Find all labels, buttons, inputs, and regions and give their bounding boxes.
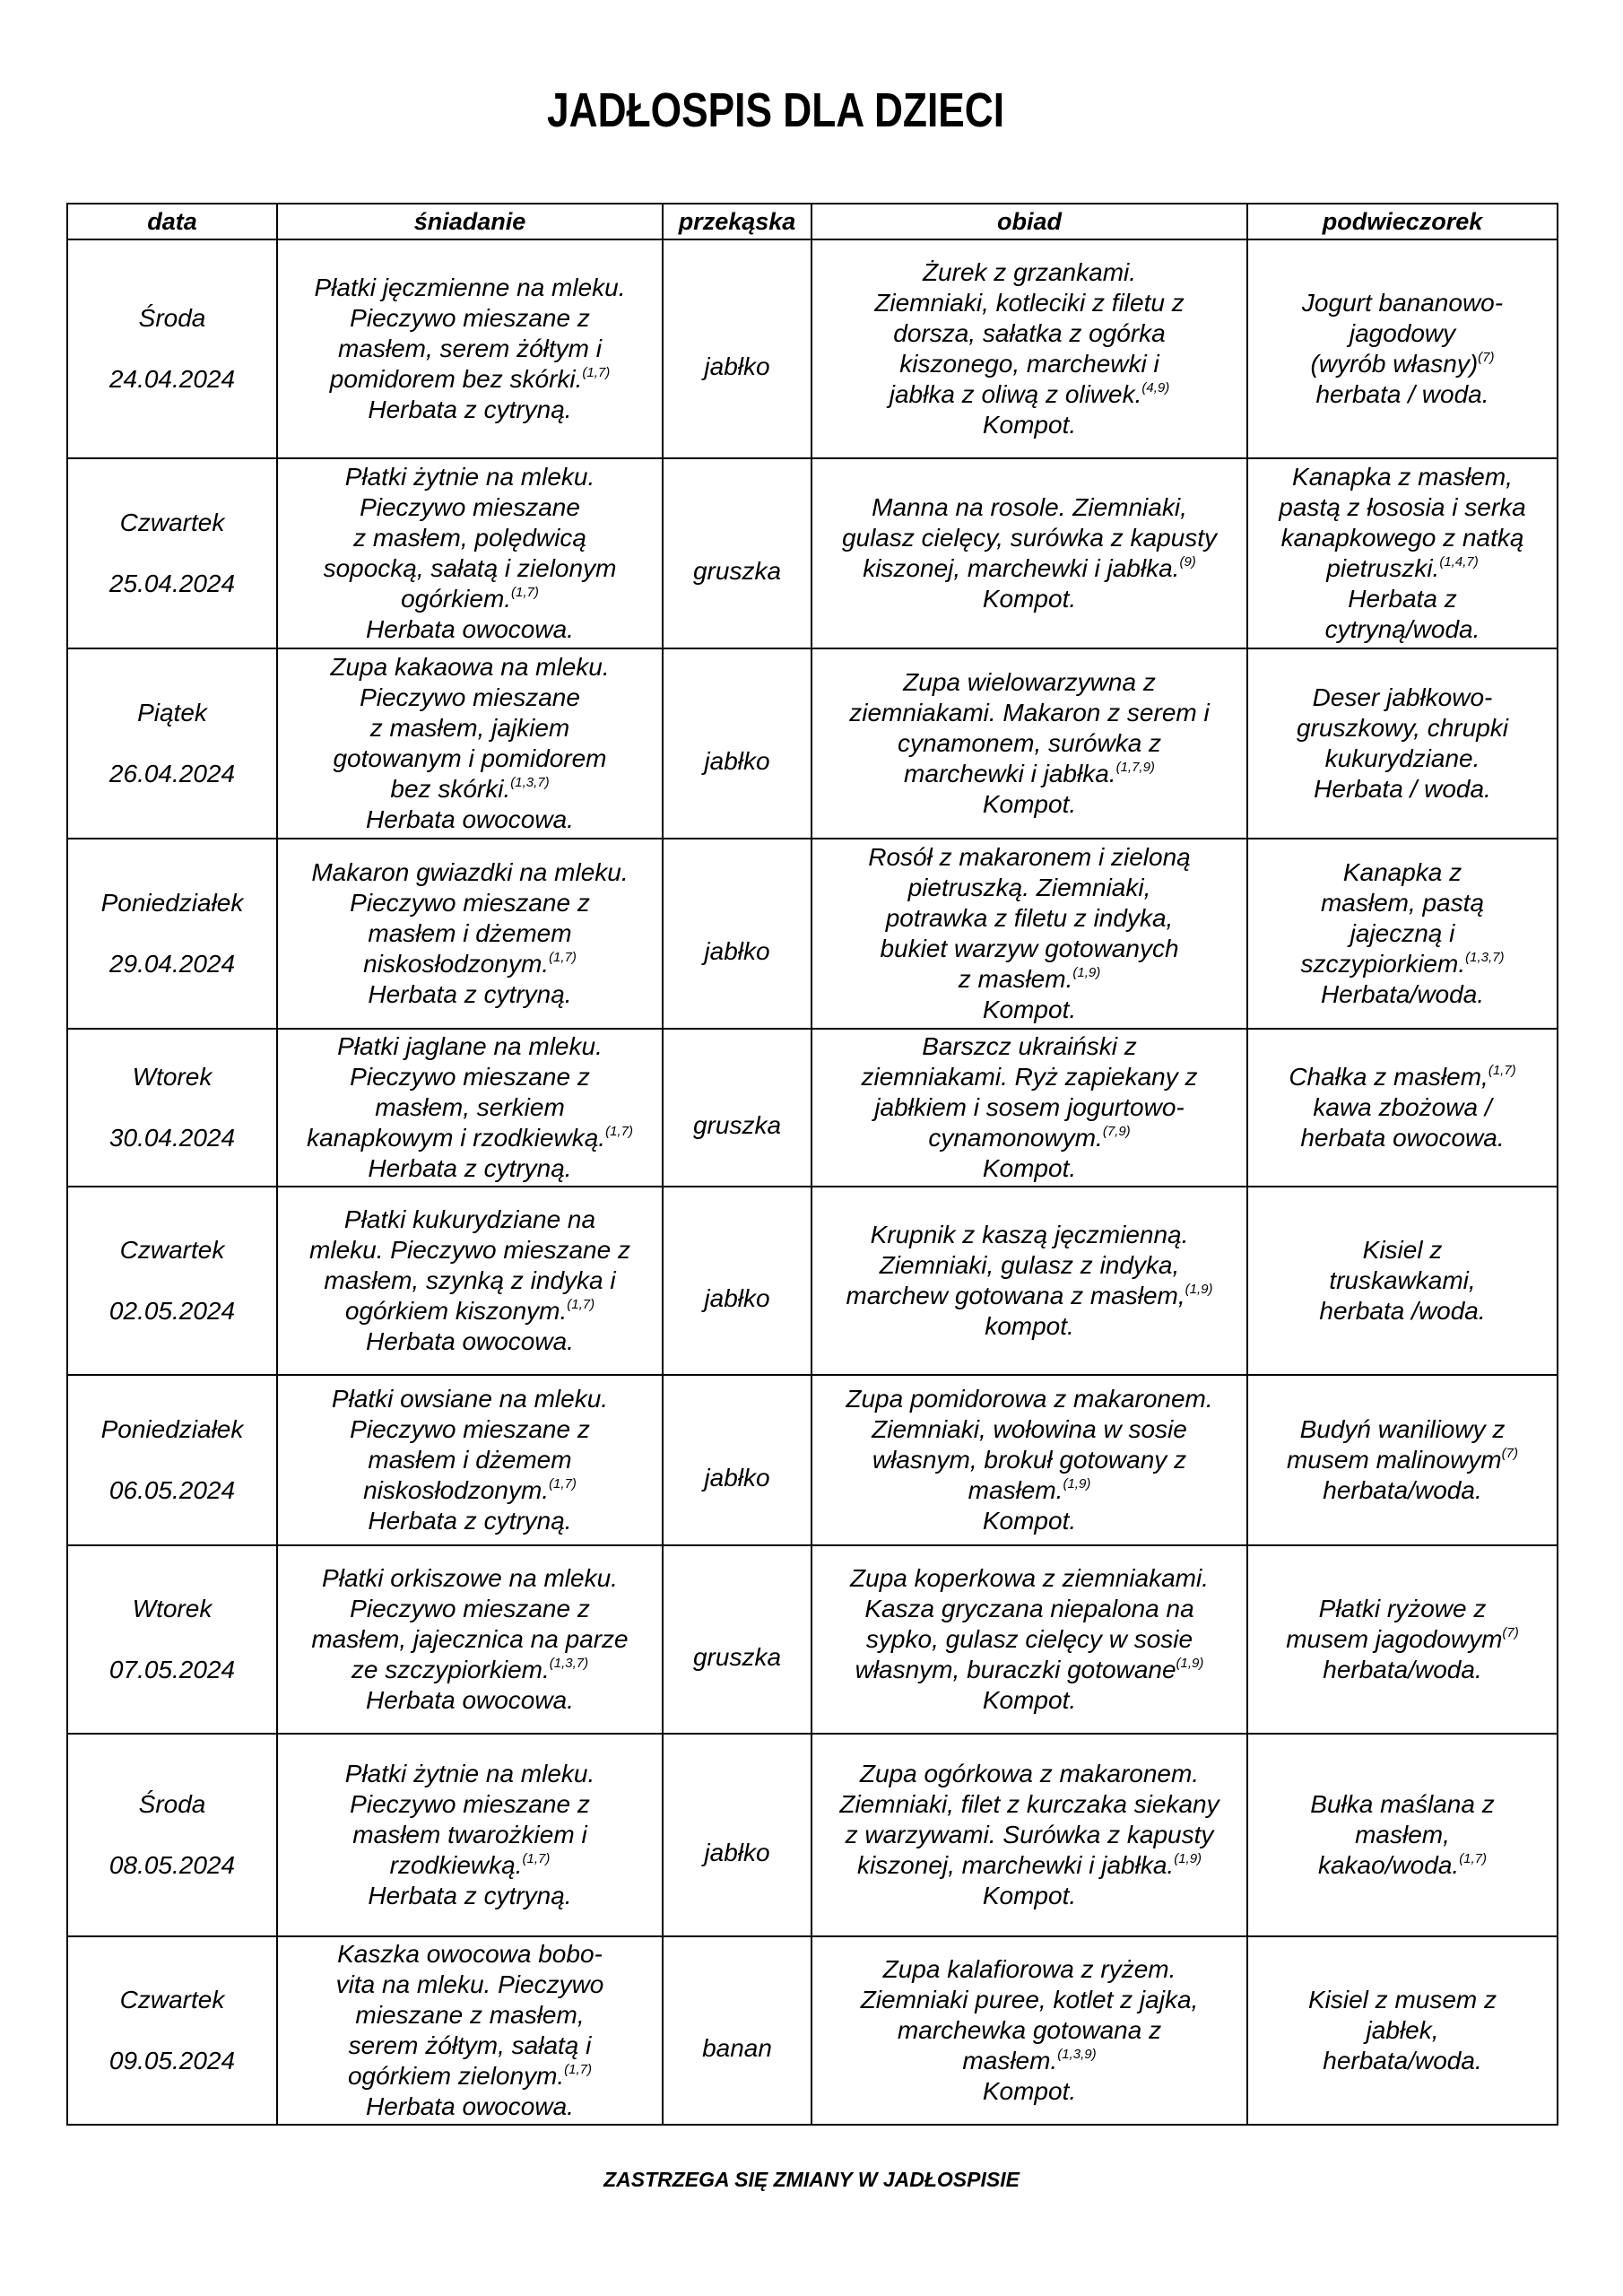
lunch-line: masłem. — [968, 1476, 1063, 1504]
lunch-line: pietruszką. Ziemniaki, — [907, 874, 1151, 901]
table-row — [67, 1545, 1558, 1734]
snack-cell: gruszka — [663, 1029, 812, 1187]
breakfast-line: Herbata z cytryną. — [368, 396, 572, 423]
breakfast-line: Herbata z cytryną. — [368, 1507, 572, 1535]
allergen-marker: (1,7) — [582, 365, 611, 380]
date-cell — [67, 1375, 277, 1545]
lunch-line: kompot. — [985, 1312, 1074, 1340]
breakfast-line: Płatki żytnie na mleku. — [344, 1760, 595, 1787]
allergen-marker: (1,9) — [1174, 1851, 1202, 1866]
lunch-line: Krupnik z kaszą jęczmienną. — [870, 1221, 1189, 1248]
tea-line: Płatki ryżowe z — [1318, 1595, 1487, 1622]
header-snack: przekąska — [663, 204, 812, 239]
snack-cell: jabłko — [663, 1375, 812, 1545]
lunch-cell — [812, 458, 1247, 648]
tea-line: kukurydziane. — [1324, 744, 1480, 772]
tea-line: Herbata/woda. — [1320, 980, 1485, 1008]
lunch-line: Ziemniaki, gulasz z indyka, — [879, 1251, 1180, 1279]
breakfast-line: ze szczypiorkiem. — [351, 1656, 550, 1683]
lunch-cell — [812, 1545, 1247, 1734]
lunch-line: masłem. — [962, 2047, 1058, 2074]
tea-line: jajeczną i — [1350, 919, 1455, 947]
tea-line: herbata/woda. — [1323, 1476, 1482, 1504]
lunch-line: Barszcz ukraiński z — [922, 1032, 1137, 1060]
breakfast-line: bez skórki. — [390, 775, 511, 803]
tea-line-wrap — [1254, 349, 1551, 379]
tea-line: kawa zbożowa / — [1313, 1093, 1492, 1121]
lunch-line: cynamonowym. — [928, 1124, 1103, 1152]
day-name: Czwartek — [119, 509, 225, 536]
date-value: 02.05.2024 — [108, 1297, 236, 1325]
snack-cell: jabłko — [663, 839, 812, 1029]
lunch-line: kiszonej, marchewki i jabłka. — [856, 1851, 1175, 1879]
lunch-line: jabłkiem i sosem jogurtowo- — [874, 1093, 1185, 1121]
allergen-marker: (1,9) — [1176, 1656, 1204, 1671]
breakfast-line: Herbata owocowa. — [366, 2092, 574, 2120]
lunch-line-wrap — [818, 1850, 1241, 1881]
breakfast-line: z masłem, jajkiem — [369, 714, 570, 742]
allergen-marker: (1,7) — [1488, 1063, 1516, 1078]
day-name: Środa — [138, 1790, 206, 1818]
breakfast-line: mleku. Pieczywo mieszane z — [309, 1236, 630, 1264]
date-cell — [67, 1734, 277, 1936]
header-row — [67, 204, 1558, 239]
breakfast-line: Pieczywo mieszane — [360, 493, 580, 521]
lunch-cell — [812, 1734, 1247, 1936]
breakfast-line-wrap — [283, 774, 656, 804]
breakfast-line: Pieczywo mieszane z — [350, 1790, 590, 1818]
breakfast-cell — [277, 239, 663, 458]
lunch-line: Ziemniaki, kotleciki z filetu z — [874, 289, 1185, 317]
breakfast-line-wrap — [283, 1296, 656, 1326]
tea-cell — [1247, 648, 1558, 839]
table-row — [67, 1936, 1558, 2125]
breakfast-line: sopocką, sałatą i zielonym — [323, 554, 617, 582]
lunch-line: własnym, buraczki gotowane — [855, 1656, 1176, 1683]
allergen-marker: (1,7) — [549, 950, 577, 965]
lunch-cell — [812, 839, 1247, 1029]
breakfast-line: mieszane z masłem, — [355, 2001, 585, 2029]
tea-line: herbata/woda. — [1323, 1656, 1482, 1683]
table-row — [67, 458, 1558, 648]
breakfast-line: ogórkiem. — [401, 585, 512, 613]
allergen-marker: (1,7) — [1459, 1851, 1488, 1866]
allergen-marker: (1,3,7) — [549, 1656, 589, 1671]
date-cell — [67, 239, 277, 458]
tea-line: herbata /woda. — [1319, 1297, 1486, 1325]
tea-line: masłem, — [1355, 1821, 1450, 1848]
allergen-marker: (9) — [1179, 554, 1196, 570]
lunch-line-wrap — [818, 1655, 1241, 1685]
date-cell — [67, 458, 277, 648]
lunch-line: Kompot. — [982, 1154, 1077, 1182]
tea-line-wrap — [1254, 1850, 1551, 1881]
allergen-marker: (7) — [1501, 1446, 1518, 1461]
allergen-marker: (1,7) — [522, 1851, 551, 1866]
breakfast-line: vita na mleku. Pieczywo — [335, 1970, 604, 1998]
snack-cell: banan — [663, 1936, 812, 2125]
day-name: Wtorek — [132, 1595, 213, 1622]
tea-line: musem malinowym — [1287, 1446, 1502, 1474]
lunch-line-wrap — [818, 964, 1241, 995]
lunch-cell — [812, 1187, 1247, 1375]
lunch-line: marchewka gotowana z — [897, 2016, 1162, 2044]
table-row — [67, 1029, 1558, 1187]
lunch-line: Kompot. — [982, 996, 1077, 1023]
allergen-marker: (1,7) — [511, 585, 539, 600]
breakfast-line: serem żółtym, sałatą i — [348, 2031, 592, 2059]
table-row — [67, 239, 1558, 458]
header-lunch: obiad — [812, 204, 1247, 239]
lunch-line: gulasz cielęcy, surówka z kapusty — [841, 524, 1218, 552]
lunch-line: z masłem. — [958, 965, 1073, 993]
breakfast-line-wrap — [283, 1850, 656, 1881]
breakfast-cell — [277, 839, 663, 1029]
lunch-line-wrap — [818, 2046, 1241, 2076]
day-name: Poniedziałek — [100, 1415, 244, 1443]
date-value: 07.05.2024 — [108, 1656, 236, 1683]
breakfast-line: masłem i dżemem — [368, 919, 572, 947]
breakfast-line: Herbata owocowa. — [366, 615, 574, 643]
lunch-line: Ziemniaki puree, kotlet z jajka, — [860, 1986, 1199, 2013]
tea-line: (wyrób własny) — [1310, 350, 1479, 378]
day-name: Poniedziałek — [100, 889, 244, 917]
tea-line: musem jagodowym — [1286, 1625, 1503, 1653]
breakfast-line: Pieczywo mieszane z — [350, 1063, 590, 1091]
lunch-line: marchewki i jabłka. — [904, 760, 1116, 787]
lunch-cell — [812, 1029, 1247, 1187]
breakfast-line: Pieczywo mieszane z — [350, 1595, 590, 1622]
date-cell — [67, 1936, 277, 2125]
lunch-cell — [812, 1375, 1247, 1545]
breakfast-line: ogórkiem zielonym. — [347, 2062, 565, 2090]
lunch-line: kiszonej, marchewki i jabłka. — [863, 554, 1180, 582]
lunch-line: Kompot. — [982, 2077, 1077, 2105]
breakfast-line: Pieczywo mieszane z — [350, 1415, 590, 1443]
date-value: 30.04.2024 — [108, 1124, 236, 1152]
tea-line: masłem, pastą — [1320, 889, 1485, 917]
allergen-marker: (4,9) — [1141, 380, 1170, 396]
breakfast-line: Kaszka owocowa bobo- — [337, 1940, 603, 1968]
allergen-marker: (1,3,7) — [1465, 950, 1505, 965]
tea-line-wrap — [1254, 1445, 1551, 1475]
lunch-line: z warzywami. Surówka z kapusty — [845, 1821, 1214, 1848]
lunch-cell — [812, 1936, 1247, 2125]
tea-line: Budyń waniliowy z — [1299, 1415, 1506, 1443]
breakfast-line: niskosłodzonym. — [363, 950, 550, 978]
table-row — [67, 648, 1558, 839]
breakfast-line-wrap — [283, 1123, 656, 1153]
lunch-line: Kompot. — [982, 1507, 1077, 1535]
breakfast-line: Makaron gwiazdki na mleku. — [311, 858, 629, 886]
lunch-line: Zupa koperkowa z ziemniakami. — [850, 1564, 1209, 1592]
date-value: 09.05.2024 — [108, 2047, 236, 2074]
breakfast-line: Płatki kukurydziane na — [343, 1205, 596, 1233]
breakfast-line: masłem, jajecznica na parze — [311, 1625, 629, 1653]
breakfast-line: Płatki jaglane na mleku. — [337, 1032, 603, 1060]
breakfast-line: z masłem, polędwicą — [353, 524, 586, 552]
lunch-line: dorsza, sałatka z ogórka — [893, 319, 1166, 347]
date-value: 29.04.2024 — [108, 950, 236, 978]
breakfast-line: Pieczywo mieszane — [360, 683, 580, 711]
breakfast-line: masłem i dżemem — [368, 1446, 572, 1474]
snack-cell: jabłko — [663, 648, 812, 839]
tea-cell — [1247, 458, 1558, 648]
date-cell — [67, 839, 277, 1029]
snack-cell: gruszka — [663, 1545, 812, 1734]
tea-cell — [1247, 1545, 1558, 1734]
date-cell — [67, 648, 277, 839]
tea-line: jagodowy — [1349, 319, 1456, 347]
lunch-line: Kompot. — [982, 585, 1077, 613]
tea-line: Chałka z masłem, — [1289, 1063, 1488, 1091]
breakfast-line: Herbata owocowa. — [366, 1327, 574, 1355]
table-row — [67, 1375, 1558, 1545]
table-row — [67, 839, 1558, 1029]
header-date: data — [67, 204, 277, 239]
lunch-line: ziemniakami. Ryż zapiekany z — [861, 1063, 1198, 1091]
day-name: Środa — [138, 304, 206, 332]
lunch-line: Żurek z grzankami. — [922, 258, 1137, 286]
breakfast-line: Płatki orkiszowe na mleku. — [322, 1564, 618, 1592]
tea-line: Jogurt bananowo- — [1301, 289, 1504, 317]
breakfast-line: Herbata owocowa. — [366, 1686, 574, 1714]
allergen-marker: (1,9) — [1185, 1282, 1213, 1297]
lunch-line: ziemniakami. Makaron z serem i — [849, 699, 1210, 726]
lunch-line: Kasza gryczana niepalona na — [864, 1595, 1194, 1622]
lunch-line: kiszonego, marchewki i — [899, 350, 1159, 378]
tea-line-wrap — [1254, 949, 1551, 979]
snack-cell: gruszka — [663, 458, 812, 648]
menu-table — [66, 203, 1558, 2126]
day-name: Wtorek — [132, 1063, 213, 1091]
breakfast-line: niskosłodzonym. — [363, 1476, 550, 1504]
allergen-marker: (1,7) — [567, 1297, 595, 1312]
day-name: Czwartek — [119, 1236, 225, 1264]
footer-note: ZASTRZEGA SIĘ ZMIANY W JADŁOSPISIE — [603, 2168, 1020, 2191]
tea-line: herbata owocowa. — [1300, 1124, 1505, 1152]
breakfast-line-wrap — [283, 364, 656, 395]
day-name: Czwartek — [119, 1986, 225, 2013]
tea-line: Kisiel z musem z — [1307, 1986, 1497, 2013]
tea-line: Kisiel z — [1362, 1236, 1443, 1264]
lunch-line-wrap — [818, 759, 1241, 789]
tea-line: Herbata / woda. — [1314, 775, 1491, 803]
breakfast-line: Herbata z cytryną. — [368, 1154, 572, 1182]
allergen-marker: (1,7) — [564, 2062, 593, 2077]
lunch-cell — [812, 239, 1247, 458]
allergen-marker: (1,4,7) — [1439, 554, 1479, 570]
tea-line: Deser jabłkowo- — [1312, 683, 1493, 711]
date-value: 25.04.2024 — [108, 570, 236, 597]
date-cell — [67, 1545, 277, 1734]
date-value: 26.04.2024 — [108, 760, 236, 787]
breakfast-line-wrap — [283, 2061, 656, 2092]
tea-cell — [1247, 239, 1558, 458]
date-cell — [67, 1029, 277, 1187]
tea-line-wrap — [1254, 1624, 1551, 1655]
tea-line: gruszkowy, chrupki — [1296, 714, 1508, 742]
tea-line: pietruszki. — [1326, 554, 1440, 582]
lunch-cell — [812, 648, 1247, 839]
tea-cell — [1247, 1375, 1558, 1545]
page-title: JADŁOSPIS DLA DZIECI — [547, 83, 1005, 137]
date-value: 08.05.2024 — [108, 1851, 236, 1879]
tea-line: herbata/woda. — [1323, 2047, 1482, 2074]
tea-line: jabłek, — [1366, 2016, 1439, 2044]
breakfast-line: masłem twarożkiem i — [352, 1821, 587, 1848]
lunch-line: Kompot. — [982, 790, 1077, 818]
breakfast-cell — [277, 1734, 663, 1936]
breakfast-line: masłem, szynką z indyka i — [324, 1266, 616, 1294]
lunch-line: własnym, brokuł gotowany z — [872, 1446, 1187, 1474]
allergen-marker: (1,9) — [1072, 965, 1101, 980]
tea-cell — [1247, 1734, 1558, 1936]
breakfast-cell — [277, 1375, 663, 1545]
snack-cell: jabłko — [663, 239, 812, 458]
allergen-marker: (1,7) — [549, 1476, 577, 1492]
tea-line: Kanapka z — [1342, 858, 1462, 886]
lunch-line-wrap — [818, 379, 1241, 410]
breakfast-line-wrap — [283, 1655, 656, 1685]
lunch-line: Zupa ogórkowa z makaronem. — [859, 1760, 1200, 1787]
breakfast-line: masłem, serkiem — [375, 1093, 565, 1121]
header-tea: podwieczorek — [1247, 204, 1558, 239]
breakfast-line: Herbata z cytryną. — [368, 980, 572, 1008]
breakfast-line: gotowanym i pomidorem — [333, 744, 607, 772]
header-breakfast: śniadanie — [277, 204, 663, 239]
allergen-marker: (7) — [1478, 350, 1495, 365]
date-value: 24.04.2024 — [108, 365, 236, 393]
breakfast-line: rzodkiewką. — [389, 1851, 523, 1879]
tea-line: kakao/woda. — [1317, 1851, 1460, 1879]
lunch-line: Kompot. — [982, 411, 1077, 439]
tea-line: truskawkami, — [1329, 1266, 1476, 1294]
date-value: 06.05.2024 — [108, 1476, 236, 1504]
lunch-line-wrap — [818, 1475, 1241, 1506]
breakfast-cell — [277, 1187, 663, 1375]
allergen-marker: (1,7) — [605, 1124, 633, 1139]
lunch-line: Kompot. — [982, 1882, 1077, 1909]
lunch-line-wrap — [818, 1123, 1241, 1153]
breakfast-line-wrap — [283, 949, 656, 979]
breakfast-line: ogórkiem kiszonym. — [344, 1297, 568, 1325]
date-cell — [67, 1187, 277, 1375]
breakfast-line: Płatki jęczmienne na mleku. — [314, 274, 626, 301]
tea-cell — [1247, 839, 1558, 1029]
allergen-marker: (7,9) — [1102, 1124, 1131, 1139]
lunch-line: Ziemniaki, filet z kurczaka siekany — [839, 1790, 1219, 1818]
tea-line: Kanapka z masłem, — [1292, 463, 1513, 491]
breakfast-line: pomidorem bez skórki. — [329, 365, 583, 393]
lunch-line: Zupa pomidorowa z makaronem. — [846, 1385, 1213, 1413]
breakfast-line: masłem, serem żółtym i — [337, 335, 603, 362]
tea-cell — [1247, 1029, 1558, 1187]
lunch-line: jabłka z oliwą z oliwek. — [889, 380, 1142, 408]
allergen-marker: (1,9) — [1063, 1476, 1091, 1492]
lunch-line: Zupa kalafiorowa z ryżem. — [882, 1955, 1176, 1983]
snack-cell: jabłko — [663, 1734, 812, 1936]
breakfast-cell — [277, 1545, 663, 1734]
lunch-line: potrawka z filetu z indyka, — [885, 904, 1174, 932]
tea-line: Bułka maślana z — [1310, 1790, 1495, 1818]
breakfast-line: Herbata z cytryną. — [368, 1882, 572, 1909]
lunch-line: Rosół z makaronem i zieloną — [868, 843, 1191, 871]
tea-line: herbata / woda. — [1315, 380, 1489, 408]
allergen-marker: (7) — [1502, 1625, 1519, 1640]
lunch-line: Kompot. — [982, 1686, 1077, 1714]
lunch-line: Manna na rosole. Ziemniaki, — [872, 493, 1187, 521]
tea-cell — [1247, 1936, 1558, 2125]
day-name: Piątek — [137, 699, 207, 726]
table-row — [67, 1734, 1558, 1936]
lunch-line: Ziemniaki, wołowina w sosie — [872, 1415, 1187, 1443]
lunch-line: bukiet warzyw gotowanych — [880, 935, 1179, 962]
snack-cell: jabłko — [663, 1187, 812, 1375]
breakfast-line-wrap — [283, 1475, 656, 1506]
tea-line: szczypiorkiem. — [1300, 950, 1466, 978]
tea-line: cytryną/woda. — [1324, 615, 1480, 643]
allergen-marker: (1,7,9) — [1115, 760, 1155, 775]
breakfast-line: Płatki owsiane na mleku. — [331, 1385, 609, 1413]
breakfast-line: Pieczywo mieszane z — [350, 304, 590, 332]
tea-line: pastą z łososia i serka — [1279, 493, 1526, 521]
lunch-line-wrap — [818, 553, 1241, 584]
breakfast-line-wrap — [283, 584, 656, 614]
tea-line: Herbata z — [1348, 585, 1457, 613]
breakfast-line: Płatki żytnie na mleku. — [344, 463, 595, 491]
lunch-line: Zupa wielowarzywna z — [903, 668, 1156, 696]
tea-line: kanapkowego z natką — [1280, 524, 1524, 552]
breakfast-line: Zupa kakaowa na mleku. — [330, 653, 610, 681]
breakfast-line: kanapkowym i rzodkiewką. — [307, 1124, 606, 1152]
lunch-line: sypko, gulasz cielęcy w sosie — [865, 1625, 1193, 1653]
breakfast-cell — [277, 1936, 663, 2125]
lunch-line: marchew gotowana z masłem, — [846, 1282, 1185, 1309]
allergen-marker: (1,3,7) — [510, 775, 550, 790]
breakfast-cell — [277, 648, 663, 839]
lunch-line: cynamonem, surówka z — [897, 729, 1162, 757]
tea-cell — [1247, 1187, 1558, 1375]
breakfast-line: Pieczywo mieszane z — [350, 889, 590, 917]
tea-line-wrap — [1254, 553, 1551, 584]
allergen-marker: (1,3,9) — [1057, 2047, 1097, 2062]
table-row — [67, 1187, 1558, 1375]
breakfast-cell — [277, 458, 663, 648]
tea-line-wrap — [1254, 1062, 1551, 1092]
breakfast-line: Herbata owocowa. — [366, 805, 574, 833]
lunch-line-wrap — [818, 1281, 1241, 1311]
breakfast-cell — [277, 1029, 663, 1187]
